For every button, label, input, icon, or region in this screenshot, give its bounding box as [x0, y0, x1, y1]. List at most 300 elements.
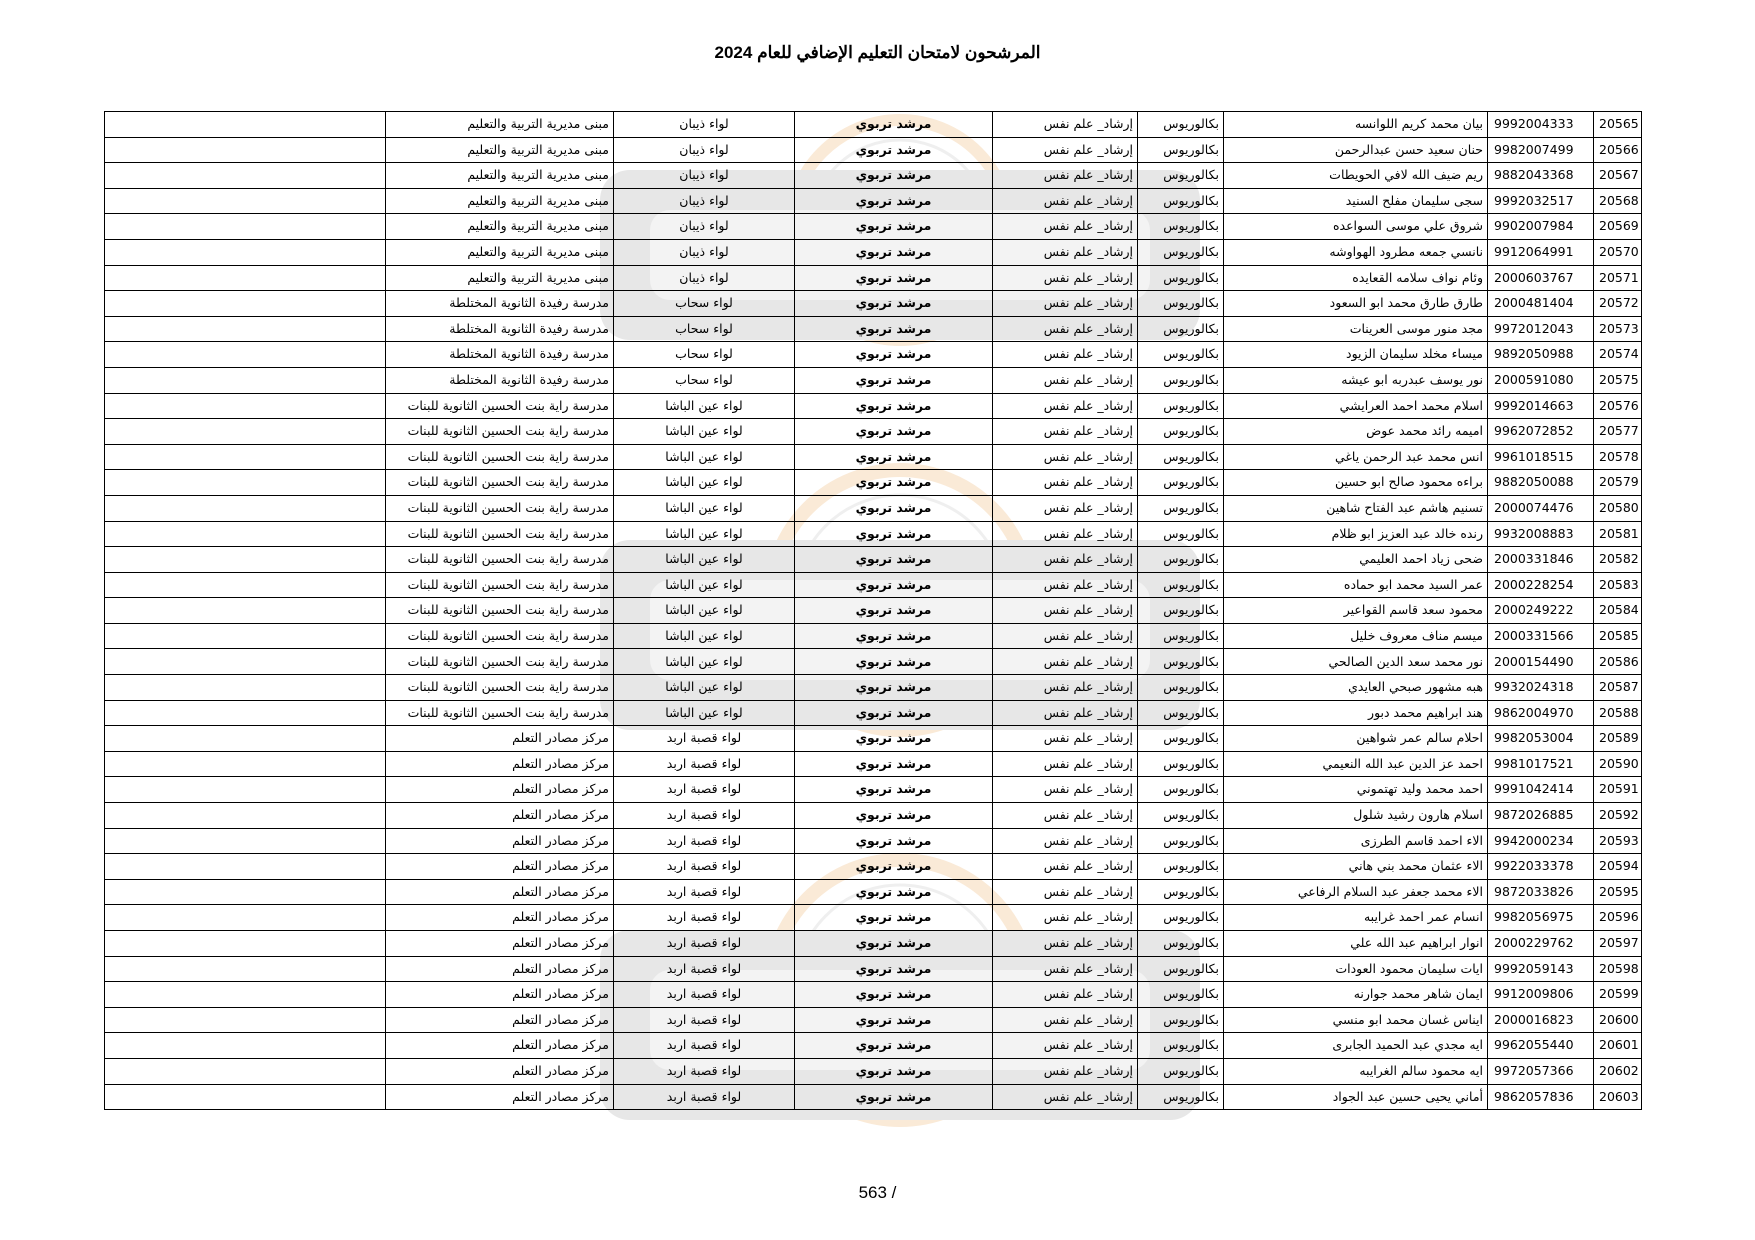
candidate-name-cell: ميسم مناف معروف خليل: [1224, 623, 1488, 649]
candidate-id-cell: 20590: [1594, 751, 1642, 777]
district-cell: لواء قصبة اربد: [614, 777, 795, 803]
degree-cell: بكالوريوس: [1138, 163, 1224, 189]
job-title-cell: مرشد تربوي: [795, 265, 993, 291]
national-id-cell: 2000154490: [1488, 649, 1594, 675]
degree-cell: بكالوريوس: [1138, 367, 1224, 393]
district-cell: لواء ذيبان: [614, 239, 795, 265]
empty-cell: [105, 547, 386, 573]
table-row: [105, 163, 1642, 189]
district-cell: لواء ذيبان: [614, 112, 795, 138]
candidate-id-cell: 20566: [1594, 137, 1642, 163]
candidate-name-cell: احمد عز الدين عبد الله النعيمي: [1224, 751, 1488, 777]
exam-center-cell: مركز مصادر التعلم: [386, 828, 614, 854]
candidate-name-cell: ايات سليمان محمود العودات: [1224, 956, 1488, 982]
page-title: المرشحون لامتحان التعليم الإضافي للعام 2024: [714, 43, 1041, 62]
degree-cell: بكالوريوس: [1138, 470, 1224, 496]
table-row: [105, 444, 1642, 470]
specialization-cell: إرشاد_ علم نفس: [993, 982, 1138, 1008]
candidate-id-cell: 20603: [1594, 1084, 1642, 1110]
empty-cell: [105, 393, 386, 419]
candidate-id-cell: 20579: [1594, 470, 1642, 496]
district-cell: لواء سحاب: [614, 316, 795, 342]
exam-center-cell: مدرسة رفيدة الثانوية المختلطة: [386, 367, 614, 393]
candidate-name-cell: سجى سليمان مفلح السنيد: [1224, 188, 1488, 214]
candidate-name-cell: مجد منور موسى العرينات: [1224, 316, 1488, 342]
district-cell: لواء عين الباشا: [614, 572, 795, 598]
empty-cell: [105, 495, 386, 521]
national-id-cell: 9992032517: [1488, 188, 1594, 214]
candidate-id-cell: 20567: [1594, 163, 1642, 189]
table-row: [105, 572, 1642, 598]
district-cell: لواء سحاب: [614, 367, 795, 393]
table-row: [105, 751, 1642, 777]
candidate-name-cell: ضحى زياد احمد العليمي: [1224, 547, 1488, 573]
district-cell: لواء قصبة اربد: [614, 956, 795, 982]
national-id-cell: 9922033378: [1488, 854, 1594, 880]
candidate-id-cell: 20596: [1594, 905, 1642, 931]
candidate-name-cell: نانسي جمعه مطرود الهواوشه: [1224, 239, 1488, 265]
table-row: [105, 879, 1642, 905]
district-cell: لواء قصبة اربد: [614, 1058, 795, 1084]
table-row: [105, 495, 1642, 521]
table-row: [105, 316, 1642, 342]
specialization-cell: إرشاد_ علم نفس: [993, 291, 1138, 317]
degree-cell: بكالوريوس: [1138, 521, 1224, 547]
candidate-name-cell: هبه مشهور صبحي العايدي: [1224, 675, 1488, 701]
empty-cell: [105, 163, 386, 189]
exam-center-cell: مركز مصادر التعلم: [386, 854, 614, 880]
empty-cell: [105, 137, 386, 163]
specialization-cell: إرشاد_ علم نفس: [993, 649, 1138, 675]
candidate-id-cell: 20602: [1594, 1058, 1642, 1084]
exam-center-cell: مدرسة راية بنت الحسين الثانوية للبنات: [386, 700, 614, 726]
candidate-id-cell: 20577: [1594, 419, 1642, 445]
candidate-name-cell: ميساء مخلد سليمان الزيود: [1224, 342, 1488, 368]
district-cell: لواء قصبة اربد: [614, 931, 795, 957]
table-row: [105, 623, 1642, 649]
exam-center-cell: مركز مصادر التعلم: [386, 1084, 614, 1110]
table-row: [105, 803, 1642, 829]
degree-cell: بكالوريوس: [1138, 828, 1224, 854]
degree-cell: بكالوريوس: [1138, 291, 1224, 317]
specialization-cell: إرشاد_ علم نفس: [993, 1084, 1138, 1110]
degree-cell: بكالوريوس: [1138, 982, 1224, 1008]
job-title-cell: مرشد تربوي: [795, 239, 993, 265]
national-id-cell: 2000016823: [1488, 1007, 1594, 1033]
national-id-cell: 9932024318: [1488, 675, 1594, 701]
exam-center-cell: مركز مصادر التعلم: [386, 777, 614, 803]
degree-cell: بكالوريوس: [1138, 1058, 1224, 1084]
empty-cell: [105, 649, 386, 675]
candidate-id-cell: 20573: [1594, 316, 1642, 342]
national-id-cell: 9872026885: [1488, 803, 1594, 829]
empty-cell: [105, 214, 386, 240]
empty-cell: [105, 828, 386, 854]
district-cell: لواء قصبة اربد: [614, 803, 795, 829]
district-cell: لواء عين الباشا: [614, 393, 795, 419]
empty-cell: [105, 623, 386, 649]
candidate-name-cell: ريم ضيف الله لافي الحويطات: [1224, 163, 1488, 189]
degree-cell: بكالوريوس: [1138, 854, 1224, 880]
district-cell: لواء عين الباشا: [614, 419, 795, 445]
empty-cell: [105, 342, 386, 368]
degree-cell: بكالوريوس: [1138, 342, 1224, 368]
candidate-name-cell: الاء احمد قاسم الطرزى: [1224, 828, 1488, 854]
specialization-cell: إرشاد_ علم نفس: [993, 393, 1138, 419]
exam-center-cell: مدرسة رفيدة الثانوية المختلطة: [386, 291, 614, 317]
table-row: [105, 726, 1642, 752]
national-id-cell: 9892050988: [1488, 342, 1594, 368]
district-cell: لواء عين الباشا: [614, 675, 795, 701]
candidate-id-cell: 20570: [1594, 239, 1642, 265]
degree-cell: بكالوريوس: [1138, 598, 1224, 624]
empty-cell: [105, 188, 386, 214]
district-cell: لواء سحاب: [614, 291, 795, 317]
job-title-cell: مرشد تربوي: [795, 316, 993, 342]
job-title-cell: مرشد تربوي: [795, 572, 993, 598]
empty-cell: [105, 265, 386, 291]
degree-cell: بكالوريوس: [1138, 265, 1224, 291]
exam-center-cell: مبنى مديرية التربية والتعليم: [386, 163, 614, 189]
degree-cell: بكالوريوس: [1138, 239, 1224, 265]
empty-cell: [105, 291, 386, 317]
candidate-id-cell: 20598: [1594, 956, 1642, 982]
degree-cell: بكالوريوس: [1138, 1033, 1224, 1059]
job-title-cell: مرشد تربوي: [795, 879, 993, 905]
candidate-name-cell: رنده خالد عبد العزيز ابو ظلام: [1224, 521, 1488, 547]
table-row: [105, 649, 1642, 675]
candidate-name-cell: الاء عثمان محمد بني هاني: [1224, 854, 1488, 880]
job-title-cell: مرشد تربوي: [795, 214, 993, 240]
national-id-cell: 9992059143: [1488, 956, 1594, 982]
exam-center-cell: مركز مصادر التعلم: [386, 879, 614, 905]
candidate-id-cell: 20569: [1594, 214, 1642, 240]
job-title-cell: مرشد تربوي: [795, 854, 993, 880]
empty-cell: [105, 700, 386, 726]
candidate-id-cell: 20578: [1594, 444, 1642, 470]
national-id-cell: 9902007984: [1488, 214, 1594, 240]
table-row: [105, 470, 1642, 496]
table-row: [105, 521, 1642, 547]
specialization-cell: إرشاد_ علم نفس: [993, 112, 1138, 138]
exam-center-cell: مدرسة راية بنت الحسين الثانوية للبنات: [386, 470, 614, 496]
district-cell: لواء ذيبان: [614, 188, 795, 214]
national-id-cell: 9992014663: [1488, 393, 1594, 419]
empty-cell: [105, 905, 386, 931]
exam-center-cell: مدرسة رفيدة الثانوية المختلطة: [386, 342, 614, 368]
candidate-id-cell: 20582: [1594, 547, 1642, 573]
specialization-cell: إرشاد_ علم نفس: [993, 931, 1138, 957]
national-id-cell: 2000074476: [1488, 495, 1594, 521]
empty-cell: [105, 879, 386, 905]
degree-cell: بكالوريوس: [1138, 547, 1224, 573]
empty-cell: [105, 675, 386, 701]
job-title-cell: مرشد تربوي: [795, 291, 993, 317]
candidate-id-cell: 20572: [1594, 291, 1642, 317]
exam-center-cell: مبنى مديرية التربية والتعليم: [386, 265, 614, 291]
empty-cell: [105, 112, 386, 138]
exam-center-cell: مدرسة راية بنت الحسين الثانوية للبنات: [386, 495, 614, 521]
candidate-name-cell: انوار ابراهيم عبد الله علي: [1224, 931, 1488, 957]
table-row: [105, 342, 1642, 368]
empty-cell: [105, 521, 386, 547]
specialization-cell: إرشاد_ علم نفس: [993, 342, 1138, 368]
national-id-cell: 9962072852: [1488, 419, 1594, 445]
empty-cell: [105, 931, 386, 957]
job-title-cell: مرشد تربوي: [795, 726, 993, 752]
specialization-cell: إرشاد_ علم نفس: [993, 419, 1138, 445]
degree-cell: بكالوريوس: [1138, 879, 1224, 905]
table-row: [105, 1058, 1642, 1084]
district-cell: لواء عين الباشا: [614, 649, 795, 675]
district-cell: لواء قصبة اربد: [614, 982, 795, 1008]
candidate-id-cell: 20576: [1594, 393, 1642, 419]
job-title-cell: مرشد تربوي: [795, 751, 993, 777]
candidate-name-cell: طارق طارق محمد ابو السعود: [1224, 291, 1488, 317]
job-title-cell: مرشد تربوي: [795, 393, 993, 419]
table-row: [105, 956, 1642, 982]
candidate-id-cell: 20587: [1594, 675, 1642, 701]
specialization-cell: إرشاد_ علم نفس: [993, 726, 1138, 752]
candidate-name-cell: بيان محمد كريم اللوانسه: [1224, 112, 1488, 138]
job-title-cell: مرشد تربوي: [795, 1058, 993, 1084]
page-number: 563 /: [858, 1183, 897, 1202]
table-row: [105, 905, 1642, 931]
exam-center-cell: مدرسة راية بنت الحسين الثانوية للبنات: [386, 598, 614, 624]
empty-cell: [105, 444, 386, 470]
district-cell: لواء عين الباشا: [614, 521, 795, 547]
table-row: [105, 393, 1642, 419]
national-id-cell: 9882050088: [1488, 470, 1594, 496]
specialization-cell: إرشاد_ علم نفس: [993, 367, 1138, 393]
exam-center-cell: مركز مصادر التعلم: [386, 931, 614, 957]
job-title-cell: مرشد تربوي: [795, 163, 993, 189]
table-row: [105, 777, 1642, 803]
candidate-id-cell: 20568: [1594, 188, 1642, 214]
degree-cell: بكالوريوس: [1138, 214, 1224, 240]
candidate-name-cell: براءه محمود صالح ابو حسين: [1224, 470, 1488, 496]
table-row: [105, 675, 1642, 701]
district-cell: لواء سحاب: [614, 342, 795, 368]
national-id-cell: 9962055440: [1488, 1033, 1594, 1059]
candidate-id-cell: 20595: [1594, 879, 1642, 905]
national-id-cell: 9912064991: [1488, 239, 1594, 265]
empty-cell: [105, 572, 386, 598]
degree-cell: بكالوريوس: [1138, 137, 1224, 163]
table-row: [105, 931, 1642, 957]
district-cell: لواء قصبة اربد: [614, 879, 795, 905]
specialization-cell: إرشاد_ علم نفس: [993, 572, 1138, 598]
table-row: [105, 265, 1642, 291]
national-id-cell: 9982053004: [1488, 726, 1594, 752]
job-title-cell: مرشد تربوي: [795, 931, 993, 957]
candidate-name-cell: اسلام هارون رشيد شلول: [1224, 803, 1488, 829]
job-title-cell: مرشد تربوي: [795, 1084, 993, 1110]
degree-cell: بكالوريوس: [1138, 495, 1224, 521]
specialization-cell: إرشاد_ علم نفس: [993, 675, 1138, 701]
degree-cell: بكالوريوس: [1138, 751, 1224, 777]
degree-cell: بكالوريوس: [1138, 956, 1224, 982]
candidates-table-container: [104, 111, 1641, 1110]
candidate-id-cell: 20588: [1594, 700, 1642, 726]
specialization-cell: إرشاد_ علم نفس: [993, 137, 1138, 163]
national-id-cell: 9981017521: [1488, 751, 1594, 777]
candidate-name-cell: اسلام محمد احمد العرايشي: [1224, 393, 1488, 419]
exam-center-cell: مبنى مديرية التربية والتعليم: [386, 112, 614, 138]
job-title-cell: مرشد تربوي: [795, 828, 993, 854]
exam-center-cell: مركز مصادر التعلم: [386, 751, 614, 777]
national-id-cell: 2000249222: [1488, 598, 1594, 624]
table-row: [105, 547, 1642, 573]
district-cell: لواء عين الباشا: [614, 495, 795, 521]
candidate-name-cell: ايمان شاهر محمد جوارنه: [1224, 982, 1488, 1008]
exam-center-cell: مدرسة راية بنت الحسين الثانوية للبنات: [386, 547, 614, 573]
national-id-cell: 9972057366: [1488, 1058, 1594, 1084]
candidate-name-cell: حنان سعيد حسن عبدالرحمن: [1224, 137, 1488, 163]
table-row: [105, 291, 1642, 317]
district-cell: لواء قصبة اربد: [614, 726, 795, 752]
empty-cell: [105, 726, 386, 752]
exam-center-cell: مركز مصادر التعلم: [386, 803, 614, 829]
candidate-name-cell: ايه مجدي عبد الحميد الجابرى: [1224, 1033, 1488, 1059]
candidate-id-cell: 20583: [1594, 572, 1642, 598]
empty-cell: [105, 367, 386, 393]
job-title-cell: مرشد تربوي: [795, 419, 993, 445]
empty-cell: [105, 982, 386, 1008]
exam-center-cell: مبنى مديرية التربية والتعليم: [386, 188, 614, 214]
degree-cell: بكالوريوس: [1138, 444, 1224, 470]
exam-center-cell: مبنى مديرية التربية والتعليم: [386, 239, 614, 265]
candidate-name-cell: انس محمد عبد الرحمن ياغي: [1224, 444, 1488, 470]
candidate-name-cell: أماني يحيى حسين عبد الجواد: [1224, 1084, 1488, 1110]
district-cell: لواء قصبة اربد: [614, 828, 795, 854]
specialization-cell: إرشاد_ علم نفس: [993, 188, 1138, 214]
national-id-cell: 9972012043: [1488, 316, 1594, 342]
candidate-id-cell: 20601: [1594, 1033, 1642, 1059]
job-title-cell: مرشد تربوي: [795, 1007, 993, 1033]
job-title-cell: مرشد تربوي: [795, 598, 993, 624]
specialization-cell: إرشاد_ علم نفس: [993, 214, 1138, 240]
candidate-id-cell: 20584: [1594, 598, 1642, 624]
table-row: [105, 1084, 1642, 1110]
specialization-cell: إرشاد_ علم نفس: [993, 521, 1138, 547]
candidate-name-cell: الاء محمد جعفر عبد السلام الرفاعي: [1224, 879, 1488, 905]
specialization-cell: إرشاد_ علم نفس: [993, 1033, 1138, 1059]
job-title-cell: مرشد تربوي: [795, 342, 993, 368]
exam-center-cell: مبنى مديرية التربية والتعليم: [386, 214, 614, 240]
exam-center-cell: مركز مصادر التعلم: [386, 1007, 614, 1033]
job-title-cell: مرشد تربوي: [795, 1033, 993, 1059]
degree-cell: بكالوريوس: [1138, 649, 1224, 675]
job-title-cell: مرشد تربوي: [795, 470, 993, 496]
exam-center-cell: مركز مصادر التعلم: [386, 905, 614, 931]
empty-cell: [105, 854, 386, 880]
district-cell: لواء عين الباشا: [614, 598, 795, 624]
candidate-name-cell: نور محمد سعد الدين الصالحي: [1224, 649, 1488, 675]
exam-center-cell: مدرسة راية بنت الحسين الثانوية للبنات: [386, 649, 614, 675]
candidate-id-cell: 20574: [1594, 342, 1642, 368]
candidate-id-cell: 20581: [1594, 521, 1642, 547]
degree-cell: بكالوريوس: [1138, 316, 1224, 342]
degree-cell: بكالوريوس: [1138, 112, 1224, 138]
district-cell: لواء عين الباشا: [614, 470, 795, 496]
exam-center-cell: مدرسة راية بنت الحسين الثانوية للبنات: [386, 623, 614, 649]
specialization-cell: إرشاد_ علم نفس: [993, 700, 1138, 726]
district-cell: لواء ذيبان: [614, 163, 795, 189]
job-title-cell: مرشد تربوي: [795, 367, 993, 393]
district-cell: لواء ذيبان: [614, 265, 795, 291]
exam-center-cell: مركز مصادر التعلم: [386, 982, 614, 1008]
specialization-cell: إرشاد_ علم نفس: [993, 598, 1138, 624]
candidate-id-cell: 20591: [1594, 777, 1642, 803]
empty-cell: [105, 1084, 386, 1110]
degree-cell: بكالوريوس: [1138, 931, 1224, 957]
candidate-id-cell: 20597: [1594, 931, 1642, 957]
candidate-name-cell: انسام عمر احمد غرايبه: [1224, 905, 1488, 931]
district-cell: لواء عين الباشا: [614, 700, 795, 726]
candidate-name-cell: شروق علي موسى السواعده: [1224, 214, 1488, 240]
district-cell: لواء قصبة اربد: [614, 905, 795, 931]
job-title-cell: مرشد تربوي: [795, 803, 993, 829]
specialization-cell: إرشاد_ علم نفس: [993, 751, 1138, 777]
specialization-cell: إرشاد_ علم نفس: [993, 1058, 1138, 1084]
degree-cell: بكالوريوس: [1138, 1007, 1224, 1033]
degree-cell: بكالوريوس: [1138, 623, 1224, 649]
degree-cell: بكالوريوس: [1138, 188, 1224, 214]
specialization-cell: إرشاد_ علم نفس: [993, 803, 1138, 829]
degree-cell: بكالوريوس: [1138, 419, 1224, 445]
national-id-cell: 9942000234: [1488, 828, 1594, 854]
job-title-cell: مرشد تربوي: [795, 495, 993, 521]
specialization-cell: إرشاد_ علم نفس: [993, 828, 1138, 854]
exam-center-cell: مركز مصادر التعلم: [386, 726, 614, 752]
candidate-id-cell: 20571: [1594, 265, 1642, 291]
job-title-cell: مرشد تربوي: [795, 521, 993, 547]
exam-center-cell: مدرسة راية بنت الحسين الثانوية للبنات: [386, 572, 614, 598]
candidate-name-cell: محمود سعد قاسم القواعير: [1224, 598, 1488, 624]
specialization-cell: إرشاد_ علم نفس: [993, 777, 1138, 803]
candidate-id-cell: 20586: [1594, 649, 1642, 675]
national-id-cell: 9992004333: [1488, 112, 1594, 138]
job-title-cell: مرشد تربوي: [795, 905, 993, 931]
table-row: [105, 1033, 1642, 1059]
candidate-name-cell: وئام نواف سلامه القعايده: [1224, 265, 1488, 291]
specialization-cell: إرشاد_ علم نفس: [993, 956, 1138, 982]
national-id-cell: 9882043368: [1488, 163, 1594, 189]
national-id-cell: 9982056975: [1488, 905, 1594, 931]
specialization-cell: إرشاد_ علم نفس: [993, 879, 1138, 905]
national-id-cell: 2000603767: [1488, 265, 1594, 291]
candidate-name-cell: عمر السيد محمد ابو حماده: [1224, 572, 1488, 598]
empty-cell: [105, 803, 386, 829]
degree-cell: بكالوريوس: [1138, 726, 1224, 752]
district-cell: لواء قصبة اربد: [614, 751, 795, 777]
specialization-cell: إرشاد_ علم نفس: [993, 163, 1138, 189]
specialization-cell: إرشاد_ علم نفس: [993, 470, 1138, 496]
district-cell: لواء قصبة اربد: [614, 1007, 795, 1033]
national-id-cell: 9862057836: [1488, 1084, 1594, 1110]
candidate-name-cell: اميمه رائد محمد عوض: [1224, 419, 1488, 445]
empty-cell: [105, 316, 386, 342]
specialization-cell: إرشاد_ علم نفس: [993, 444, 1138, 470]
degree-cell: بكالوريوس: [1138, 777, 1224, 803]
district-cell: لواء عين الباشا: [614, 547, 795, 573]
candidate-id-cell: 20599: [1594, 982, 1642, 1008]
job-title-cell: مرشد تربوي: [795, 982, 993, 1008]
national-id-cell: 9932008883: [1488, 521, 1594, 547]
degree-cell: بكالوريوس: [1138, 905, 1224, 931]
job-title-cell: مرشد تربوي: [795, 777, 993, 803]
